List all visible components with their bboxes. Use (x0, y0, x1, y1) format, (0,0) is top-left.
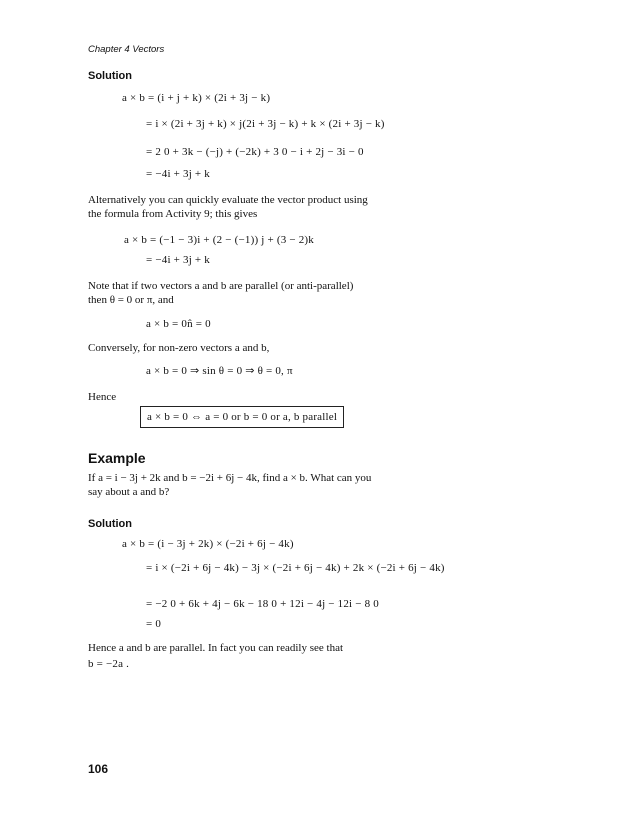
equation-line: a × b = 0n̂ = 0 (146, 318, 211, 330)
paragraph-line: b = −2a . (88, 658, 130, 670)
paragraph-line: Conversely, for non-zero vectors a and b, (88, 342, 270, 354)
equation-line: a × b = (i − 3j + 2k) × (−2i + 6j − 4k) (122, 538, 294, 550)
running-header: Chapter 4 Vectors (88, 44, 165, 55)
solution-heading: Solution (88, 518, 132, 530)
equation-line: = −4i + 3j + k (146, 254, 210, 266)
equation-line: = i × (−2i + 6j − 4k) − 3j × (−2i + 6j − 4k) + 2k × (−2i + 6j − 4k) (146, 562, 445, 574)
equation-line: = −2 0 + 6k + 4j − 6k − 18 0 + 12i − 4j − 12i − 8 0 (146, 598, 379, 610)
example-heading: Example (88, 450, 146, 466)
page-number: 106 (88, 762, 109, 776)
paragraph-line: Hence a and b are parallel. In fact you can readily see that (88, 642, 344, 654)
paragraph-line: the formula from Activity 9; this gives (88, 208, 258, 220)
equation-line: = 0 (146, 618, 162, 630)
paragraph-line: then θ = 0 or π, and (88, 294, 174, 306)
equation-line: = −4i + 3j + k (146, 168, 210, 180)
paragraph-line: If a = i − 3j + 2k and b = −2i + 6j − 4k, find a × b. What can you (88, 472, 372, 484)
paragraph-line: Note that if two vectors a and b are parallel (or anti-parallel) (88, 280, 354, 292)
paragraph-line: Alternatively you can quickly evaluate the vector product using (88, 194, 368, 206)
paragraph-line: say about a and b? (88, 486, 170, 498)
paragraph-line: Hence (88, 391, 117, 403)
boxed-equation: a × b = 0 ⇔ a = 0 or b = 0 or a, b parallel (140, 406, 344, 428)
equation-line: = i × (2i + 3j + k) × j(2i + 3j − k) + k × (2i + 3j − k) (146, 118, 385, 130)
equation-line: = 2 0 + 3k − (−j) + (−2k) + 3 0 − i + 2j − 3i − 0 (146, 146, 364, 158)
equation-line: a × b = (i + j + k) × (2i + 3j − k) (122, 92, 271, 104)
solution-heading: Solution (88, 70, 132, 82)
equation-line: a × b = (−1 − 3)i + (2 − (−1)) j + (3 − 2)k (124, 234, 314, 246)
equation-line: a × b = 0 ⇒ sin θ = 0 ⇒ θ = 0, π (146, 365, 293, 377)
